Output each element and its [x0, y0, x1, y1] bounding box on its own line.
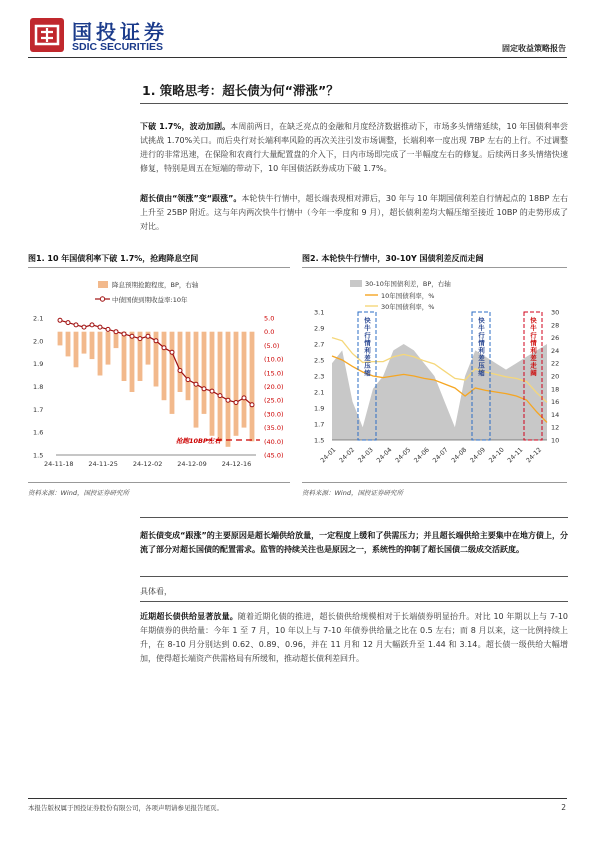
bar-mark [162, 332, 167, 401]
header-divider [28, 57, 567, 58]
left-axis-tick: 2.1 [33, 314, 44, 323]
yield-point [194, 382, 198, 386]
x-axis-tick: 24-11-25 [88, 460, 118, 468]
logo-mark-icon [28, 16, 66, 54]
bar-mark [170, 332, 175, 414]
left-axis-tick: 2.1 [314, 388, 325, 397]
legend-area-swatch [350, 280, 362, 287]
figure-1-chart [28, 270, 290, 478]
right-axis-tick: 14 [551, 410, 560, 419]
figure-2-x-axis [320, 440, 547, 464]
bar-mark [186, 332, 191, 401]
paragraph-1 [140, 120, 568, 176]
x-axis-tick: 24-09 [469, 446, 488, 465]
logo-english-name: SDIC SECURITIES [72, 41, 164, 53]
x-axis-tick: 24-07 [431, 446, 450, 465]
section-title: 1. 策略思考：超长债为何“滞涨”？ [142, 83, 339, 98]
legend-bar-label: 降息预期抢跑程度，BP，右轴 [112, 281, 199, 289]
right-axis-tick: (5.0) [264, 341, 280, 350]
left-axis-tick: 1.9 [33, 360, 44, 369]
left-axis-tick: 1.5 [33, 451, 44, 460]
right-axis-tick: (30.0) [264, 410, 284, 419]
highlight-box-sep-label: 快牛行情利差压缩 [477, 317, 485, 377]
highlight-box-dec-label: 快牛行情利差走阔 [529, 317, 537, 377]
paragraph-5-body: 随着近期化债的推进，超长债供给规模相对于长端债券明显抬升。对比 10 年期以上与 7-10 年期债券的供给量：今年 1 至 7 月，10 年以上与 7-10 年债券供给量之比在 0.5 左右；而 8 月以来，这一比例持续上升，在 8-10 月分别达到 0.62、0.89、0.96，并在 11 月和 12 月大幅跃升至 1.44 和 3.14。超长债一级供给大幅增加，使得超长端资产供需格局有所缓和，推动超长债利差回升。 [140, 612, 568, 663]
bar-mark [242, 332, 247, 428]
paragraph-4-rule [140, 601, 568, 602]
left-axis-tick: 1.7 [314, 420, 325, 429]
page-number: 2 [561, 803, 566, 812]
bar-mark [122, 332, 127, 381]
bar-mark [194, 332, 199, 428]
left-axis-tick: 2.5 [314, 356, 325, 365]
right-axis-tick: 18 [551, 385, 560, 394]
x-axis-tick: 24-12 [525, 446, 544, 465]
x-axis-tick: 24-06 [413, 446, 431, 465]
yield-point [202, 387, 206, 391]
figure-1-top-rule [28, 267, 290, 268]
paragraph-5-lead: 近期超长债供给显著放量。 [140, 612, 238, 621]
figure-2-source: 资料来源：Wind，国投证券研究所 [302, 489, 403, 497]
left-axis-tick: 1.5 [314, 436, 325, 445]
highlight-box-q1-label: 快牛行情利差压缩 [363, 317, 371, 377]
x-axis-tick: 24-03 [356, 446, 375, 465]
paragraph-3-text: 超长债变成“跟涨”的主要原因是超长端供给放量，一定程度上缓和了供需压力；并且超长端供给主要集中在地方债上，分流了部分对超长国债的配置需求。监管的持续关注也是原因之一，系统性的抑制了超长国债二级成交活跃度。 [140, 531, 568, 554]
left-axis-tick: 1.8 [33, 383, 44, 391]
left-axis-tick: 1.7 [33, 405, 44, 414]
yield-point [98, 325, 102, 329]
right-axis-tick: 12 [551, 423, 560, 432]
figure-1-title: 图1. 10 年国债利率下破 1.7%，抢跑降息空间 [28, 254, 199, 263]
paragraph-4: 具体看， [140, 587, 172, 596]
right-axis-tick: 10 [551, 436, 560, 445]
right-axis-tick: (20.0) [264, 383, 284, 391]
left-axis-tick: 2.3 [314, 372, 325, 381]
figure-2-chart [302, 270, 567, 478]
bar-mark [74, 332, 79, 368]
yield-point [146, 334, 150, 338]
right-axis-tick: 24 [551, 346, 560, 355]
x-axis-tick: 24-12-02 [132, 460, 163, 468]
footer-divider [28, 798, 567, 799]
x-axis-tick: 24-12-09 [177, 460, 207, 468]
paragraph-1-body: 本周前两日，在缺乏亮点的金融和月度经济数据推动下，市场多头情绪延续，10 年国债利率尝试挑战 1.70%关口。而后央行对长端利率风险的再次关注引发市场调整，长端利率一度出现 7BP 左右的上行。不过调整进行的非常迅速，在保险和农商行大量配置盘的介入下，日内市场即完成了一半幅度左右的修复。后续两日多头情绪快速修复，特别是周五在短端的带动下，10 年国债活跃券成功下破 1.7%。 [140, 122, 568, 173]
left-axis-tick: 1.6 [33, 428, 44, 437]
left-axis-tick: 2.9 [314, 324, 325, 333]
left-axis-tick: 2.7 [314, 340, 325, 349]
yield-point [186, 378, 190, 382]
legend-line2-label: 30年国债利率，% [381, 303, 435, 311]
legend-line-marker [100, 297, 104, 301]
right-axis-tick: 30 [551, 308, 560, 317]
figure-1-legend [95, 280, 199, 304]
bar-mark [234, 332, 239, 436]
x-axis-tick: 24-02 [338, 446, 357, 465]
x-axis-tick: 24-01 [319, 446, 338, 465]
figure-1-bottom-rule [28, 482, 290, 483]
right-axis-tick: 28 [551, 321, 560, 330]
paragraph-3-bottom-rule [140, 576, 568, 577]
yield-point [250, 403, 254, 407]
yield-point [138, 337, 142, 341]
bar-mark [82, 332, 87, 354]
yield-point [162, 346, 166, 350]
yield-point [114, 330, 118, 334]
figure-2-top-rule [302, 267, 567, 268]
bar-mark [178, 332, 183, 392]
left-axis-tick: 3.1 [314, 308, 325, 317]
bar-mark [218, 332, 223, 442]
left-axis-tick: 2.0 [33, 337, 44, 346]
right-axis-tick: (25.0) [264, 396, 284, 405]
bar-mark [66, 332, 71, 357]
yield-point [242, 396, 246, 400]
paragraph-3-top-rule [140, 517, 568, 518]
section-divider [140, 103, 568, 104]
legend-line-label: 中债国债到期收益率:10年 [112, 296, 188, 304]
yield-point [66, 321, 70, 325]
annotation-label: 抢跑10BP左右 [176, 437, 221, 445]
legend-line1-label: 10年国债利率，% [381, 292, 435, 300]
yield-point [210, 389, 214, 393]
paragraph-1-lead: 下破 1.7%，波动加剧。 [140, 122, 231, 131]
legend-bar-swatch [98, 281, 108, 288]
yield-point [58, 318, 62, 322]
right-axis-tick: (10.0) [264, 355, 284, 364]
paragraph-2 [140, 192, 568, 234]
figure-2-title: 图2. 本轮快牛行情中，30-10Y 国债利差反而走阔 [302, 254, 484, 263]
right-axis-tick: 5.0 [264, 314, 275, 323]
figure-2-right-axis [551, 309, 559, 445]
x-axis-tick: 24-10 [487, 446, 506, 465]
right-axis-tick: 0.0 [264, 328, 275, 337]
left-axis-tick: 1.9 [314, 404, 325, 413]
right-axis-tick: (40.0) [264, 437, 284, 446]
right-axis-tick: 22 [551, 359, 560, 368]
bar-mark [106, 332, 111, 365]
x-axis-tick: 24-11 [506, 446, 525, 465]
x-axis-tick: 24-05 [394, 446, 413, 465]
legend-area-label: 30-10年国债利差，BP，右轴 [365, 280, 451, 288]
bar-mark [202, 332, 207, 414]
yield-point [178, 369, 182, 373]
right-axis-tick: (35.0) [264, 424, 284, 433]
bar-mark [226, 332, 231, 447]
x-axis-tick: 24-11-18 [44, 460, 74, 468]
yield-point [170, 350, 174, 354]
right-axis-tick: 20 [551, 372, 560, 381]
yield-point [226, 398, 230, 402]
bar-mark [98, 332, 103, 376]
paragraph-2-body: 本轮快牛行情中，超长端表现相对滞后，30 年与 10 年期国债利差自行情起点的 18BP 左右上升至 25BP 附近。这与年内两次快牛行情中（今年一季度和 9 月），超长债利差均大幅压缩至接近 10BP 的走势形成了对比。 [140, 194, 568, 231]
yield-point [218, 394, 222, 398]
figure-1-right-axis [264, 315, 284, 460]
right-axis-tick: 16 [551, 398, 560, 407]
yield-point [130, 334, 134, 338]
bar-mark [210, 332, 215, 436]
x-axis-tick: 24-08 [450, 446, 469, 465]
paragraph-3 [140, 529, 568, 557]
figure-2-bottom-rule [302, 482, 567, 483]
paragraph-5 [140, 610, 568, 666]
yield-point [154, 339, 158, 343]
x-axis-tick: 24-12-16 [221, 460, 252, 468]
yield-point [234, 401, 238, 405]
yield-point [74, 323, 78, 327]
yield-point [90, 323, 94, 327]
right-axis-tick: (45.0) [264, 451, 284, 460]
figure-1-x-axis [44, 455, 256, 468]
bar-mark [90, 332, 95, 359]
right-axis-tick: (15.0) [264, 369, 284, 378]
report-type: 固定收益策略报告 [502, 44, 566, 53]
figure-1-left-axis [33, 315, 43, 460]
bar-mark [58, 332, 63, 346]
yield-point [122, 332, 126, 336]
right-axis-tick: 26 [551, 334, 560, 343]
paragraph-2-lead: 超长债由“领涨”变“跟涨”。 [140, 194, 242, 203]
bar-mark [130, 332, 135, 392]
figure-1-source: 资料来源：Wind，国投证券研究所 [28, 489, 129, 497]
figure-2-left-axis [314, 309, 324, 445]
footer-disclaimer: 本报告版权属于国投证券股份有限公司，各项声明请参见报告尾页。 [28, 804, 223, 812]
figure-2-legend [350, 279, 451, 311]
x-axis-tick: 24-04 [375, 446, 394, 465]
company-logo [28, 14, 218, 58]
figure-1-bars [58, 332, 255, 447]
yield-point [82, 325, 86, 329]
bar-mark [250, 332, 255, 442]
yield-point [106, 327, 110, 331]
logo-chinese-name: 国投证券 [72, 20, 168, 44]
